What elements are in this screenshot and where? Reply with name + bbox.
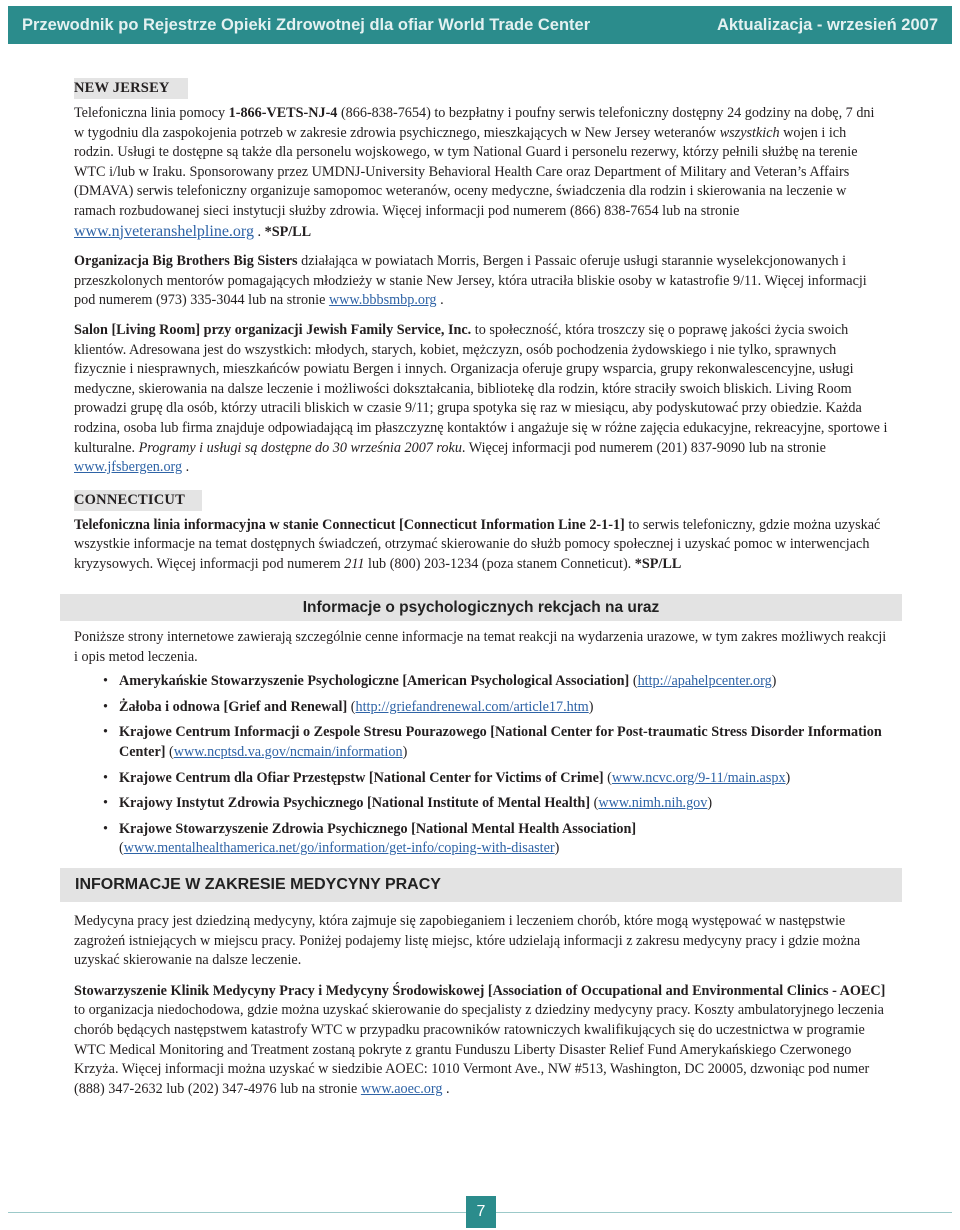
resource-name: Amerykańskie Stowarzyszenie Psychologiczne [American Psychological Association] xyxy=(119,673,630,690)
text: . xyxy=(253,223,265,240)
text: ( xyxy=(165,743,174,760)
bullet: • xyxy=(103,795,108,812)
text: ) xyxy=(785,769,791,786)
resource-name: Krajowe Centrum dla Ofiar Przestępstw [National Center for Victims of Crime] xyxy=(119,769,604,786)
org-name: Stowarzyszenie Klinik Medycyny Pracy i Medycyny Środowiskowej [Association of Occupational and Environmental Clinics - AOEC] xyxy=(74,982,886,999)
text: ) xyxy=(771,673,777,690)
text: (866-838-7654) to bezpłatny i poufny serwis telefoniczny dostępny 24 godziny na dobę, 7 dni w tygodniu dla zaspokojenia potrzeb w zakresie zdrowia psychicznego, mieszkających w New Jersey weteranów xyxy=(74,105,875,141)
list-item xyxy=(74,698,888,718)
bullet: • xyxy=(103,820,108,837)
resource-link[interactable]: www.nimh.nih.gov xyxy=(598,795,708,812)
text: . xyxy=(436,292,444,309)
text: ) xyxy=(588,698,594,715)
section-heading-medicine: INFORMACJE W ZAKRESIE MEDYCYNY PRACY xyxy=(60,868,902,902)
med-intro: Medycyna pracy jest dziedziną medycyny, która zajmuje się zapobieganiem i leczeniem chorób, które mogą występować w następstwie zagrożeń istniejących w miejscu pracy. Poniżej podajemy listę miejsc, które udzielają informacji z zakresu medycyny pracy i gdzie można uzyskać skierowanie na dalsze leczenie. xyxy=(74,913,861,969)
section-label-new-jersey: NEW JERSEY xyxy=(74,78,188,99)
nj-paragraph-bbbs xyxy=(74,252,888,311)
main-content xyxy=(74,78,888,574)
resource-link[interactable]: www.mentalhealthamerica.net/go/information/get-info/coping-with-disaster xyxy=(123,840,555,857)
text: ( xyxy=(590,795,599,812)
resource-link[interactable]: www.ncvc.org/9-11/main.aspx xyxy=(611,769,786,786)
update-date: Aktualizacja - wrzesień 2007 xyxy=(716,15,938,34)
resource-name: Krajowe Stowarzyszenie Zdrowia Psychicznego [National Mental Health Association] xyxy=(119,820,637,837)
text: ) xyxy=(554,840,560,857)
header-bar xyxy=(8,6,952,44)
document-title: Przewodnik po Rejestrze Opieki Zdrowotnej dla ofiar World Trade Center xyxy=(22,15,591,34)
ct-paragraph xyxy=(74,516,888,575)
sp-ll-marker: *SP/LL xyxy=(634,555,682,572)
bullet: • xyxy=(103,698,108,715)
text: działająca w powiatach Morris, Bergen i Passaic oferuje usługi starannie wyselekcjonowanych i przeszkolonych mentorów pomagających młodzieży w stanie New Jersey, która utraciła bliskie osoby w katastrofie 9/11. Więcej informacji pod numerem (973) 335-3044 lub na stronie xyxy=(74,253,867,309)
text: ( xyxy=(347,698,356,715)
text: ) xyxy=(402,743,408,760)
bullet: • xyxy=(103,673,108,690)
section-label-connecticut: CONNECTICUT xyxy=(74,490,202,511)
resource-link[interactable]: http://griefandrenewal.com/article17.htm xyxy=(355,698,589,715)
text: Telefoniczna linia pomocy xyxy=(74,105,229,121)
list-item xyxy=(74,820,888,859)
text: ) xyxy=(707,795,713,812)
org-name: Salon [Living Room] przy organizacji Jewish Family Service, Inc. xyxy=(74,321,472,338)
phone-211: 211 xyxy=(344,555,365,572)
text: lub (800) 203-1234 (poza stanem Conneticut). xyxy=(364,555,635,572)
link-aoec[interactable]: www.aoec.org xyxy=(360,1080,443,1097)
text: . xyxy=(442,1080,450,1097)
list-item xyxy=(74,769,888,789)
bullet: • xyxy=(103,769,108,786)
hotline-number: 1-866-VETS-NJ-4 xyxy=(228,105,338,121)
med-aoec-paragraph xyxy=(74,982,888,1100)
link-bbbsmbp[interactable]: www.bbbsmbp.org xyxy=(328,292,437,309)
list-item xyxy=(74,723,888,762)
list-item xyxy=(74,672,888,692)
section-heading-psych: Informacje o psychologicznych rekcjach na uraz xyxy=(60,594,902,621)
sp-ll-marker: *SP/LL xyxy=(264,223,312,240)
psych-content xyxy=(74,628,888,865)
resource-link[interactable]: www.ncptsd.va.gov/ncmain/information xyxy=(173,743,403,760)
resource-name: Krajowe Centrum Informacji o Zespole Stresu Pourazowego [National Center for Post-traumatic Stress Disorder Information Center] xyxy=(119,724,882,760)
emphasis: wszystkich xyxy=(719,124,780,141)
text: wojen i ich rodzin. Usługi te dostępne są także dla personelu wojskowego, w tym National Guard i personelu rezerwy, którzy pełnili służbę na terenie WTC i/lub w Iraku. Sponsorowany przez UMDNJ-University Behavioral Health Care oraz Department of Military and Veteran’s Affairs (DMAVA) serwis telefoniczny organizuje samopomoc weteranów, oceny medyczne, świadczenia dla rodzin i skierowania na leczenie w ramach rozbudowanej sieci instytucji służby zdrowia. Więcej informacji pod numerem (866) 838-7654 lub na stronie xyxy=(74,124,858,219)
list-item xyxy=(74,794,888,814)
resource-name: Krajowy Instytut Zdrowia Psychicznego [National Institute of Mental Health] xyxy=(119,795,591,812)
psych-intro: Poniższe strony internetowe zawierają szczególnie cenne informacje na temat reakcji na wydarzenia urazowe, w tym zakres możliwych reakcji i opis metod leczenia. xyxy=(74,629,887,665)
text: to organizacja niedochodowa, gdzie można uzyskać skierowanie do specjalisty z dziedziny medycyny pracy. Koszty ambulatoryjnego leczenia chorób będących następstwem katastrofy WTC w przypadku pracowników ratowniczych kwalifikujących się do uczestnictwa w programie WTC Medical Monitoring and Treatment zostaną pokryte z grantu Funduszu Liberty Disaster Relief Fund Amerykańskiego Czerwonego Krzyża. Więcej informacji można uzyskać w siedzibie AOEC: 1010 Vermont Ave., NW #513, Washington, DC 20005, dzwoniąc pod numer (888) 347-2632 lub (202) 347-4976 lub na stronie xyxy=(74,1002,884,1097)
resource-link[interactable]: http://apahelpcenter.org xyxy=(637,673,772,690)
text: to społeczność, która troszczy się o poprawę jakości życia swoich klientów. Adresowana jest do wszystkich: młodych, starych, kobiet, mężczyzn, osób pochodzenia żydowskiego i nie tylko, sprawnych fizycznie i niesprawnych, mieszkańców powiatu Bergen i innych. Organizacja oferuje grupy wsparcia, grupy rekonwalescencyjne, usługi medyczne, skierowania na dalsze leczenie i możliwości dokształcania, bibliotekę dla rodzin, które straciły swoich bliskich. Living Room prowadzi grupę dla osób, którzy utracili bliskich w czasie 9/11; grupa spotyka się raz w miesiącu, aby podyskutować przy obiedzie. Każda rodzina, osoba lub firma znajduje odpowiadającą im płaszczyznę kontaktów i angażuje się w różne zajęcia edukacyjne, rekreacyjne, sportowe i kulturalne. xyxy=(74,321,888,456)
resource-name: Żałoba i odnowa [Grief and Renewal] xyxy=(119,698,348,715)
text: ( xyxy=(603,769,612,786)
link-jfsbergen[interactable]: www.jfsbergen.org xyxy=(74,459,183,476)
psych-resource-list xyxy=(74,672,888,859)
emphasis: Programy i usługi są dostępne do 30 września 2007 roku xyxy=(138,439,462,456)
page-number: 7 xyxy=(466,1196,496,1228)
text: . xyxy=(182,459,190,476)
link-njveteranshelpline[interactable]: www.njveteranshelpline.org xyxy=(74,222,254,240)
text: to serwis telefoniczny, gdzie można uzyskać wszystkie informacje na temat dostępnych świadczeń, otrzymać skierowanie do służb pomocy społecznej i uzyskać pomoc w interwencjach kryzysowych. Więcej informacji pod numerem xyxy=(74,516,881,572)
bullet: • xyxy=(103,724,108,741)
text: . Więcej informacji pod numerem (201) 837-9090 lub na stronie xyxy=(461,439,826,456)
nj-paragraph-vets xyxy=(74,104,888,242)
text: ( xyxy=(119,840,124,857)
org-name: Telefoniczna linia informacyjna w stanie Connecticut [Connecticut Information Line 2-1-1] xyxy=(74,516,625,533)
medicine-content xyxy=(74,912,888,1099)
text: ( xyxy=(629,673,638,690)
nj-paragraph-living-room xyxy=(74,321,888,478)
org-name: Organizacja Big Brothers Big Sisters xyxy=(74,253,298,270)
